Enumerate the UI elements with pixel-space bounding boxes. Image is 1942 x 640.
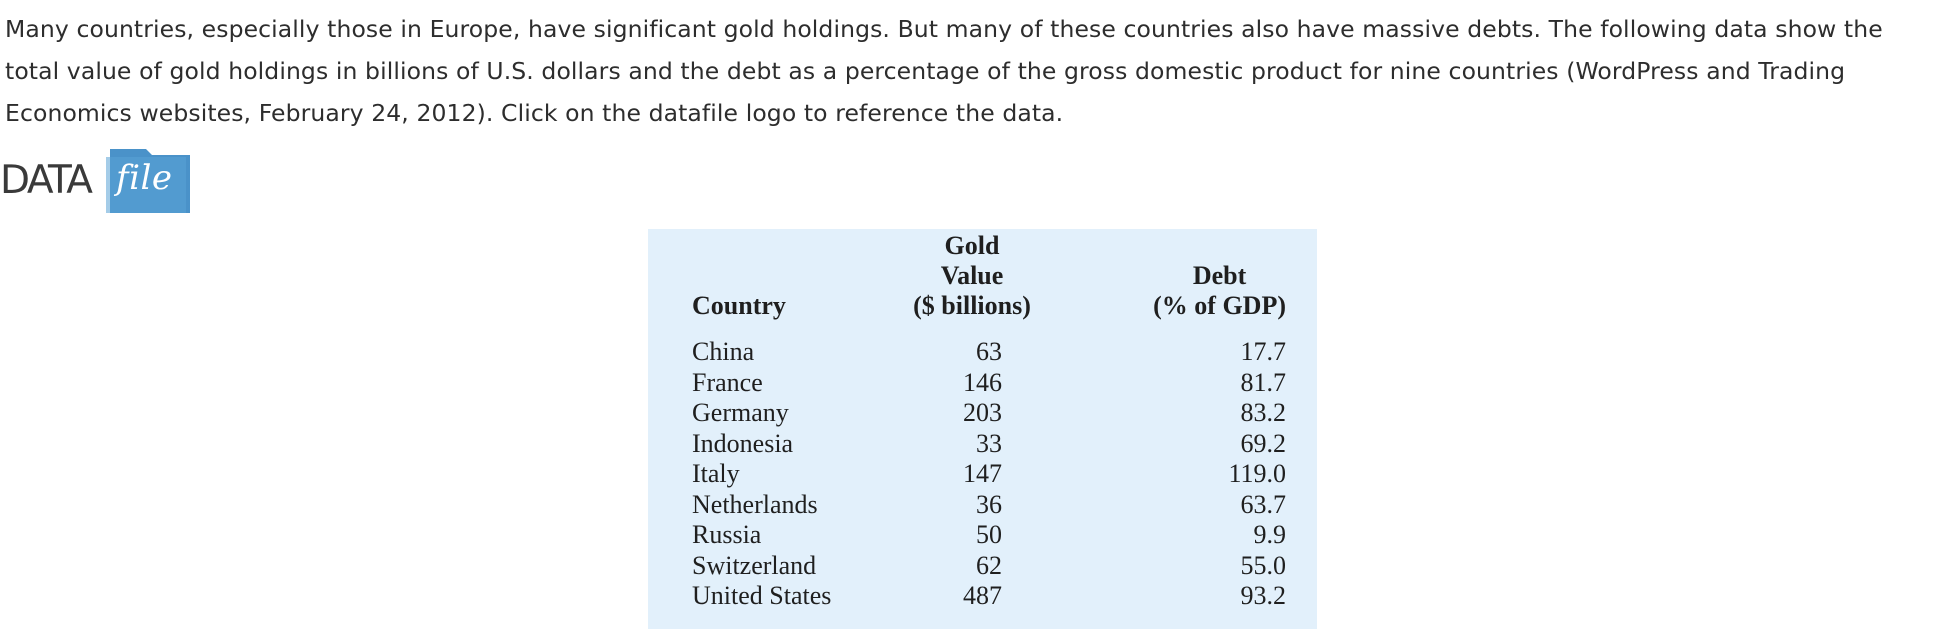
header-debt-line-2: (% of GDP) [1153,291,1286,320]
table-row [692,551,1286,582]
cell-gold-value: 146 [963,367,1002,397]
header-gold-line-3: ($ billions) [913,291,1031,320]
cell-country: China [692,337,755,366]
problem-intro-text: Many countries, especially those in Europe, have significant gold holdings. But many of these countries also have massive debts. The following data show the total value of gold holdings in billions of U.S. dollars and the debt as a percentage of the gross domestic product for nine countries (WordPress and Trading Economics websites, February 24, 2012). Click on the datafile logo to reference the data. [5,15,1883,127]
cell-gold-value: 147 [963,459,1002,488]
cell-country: Netherlands [692,489,818,519]
header-country: Country [692,291,786,320]
data-table-panel [648,229,1317,629]
cell-debt: 55.0 [1240,550,1286,580]
header-gold-value [902,231,1042,337]
cell-debt: 83.2 [1240,398,1286,427]
cell-debt: 81.7 [1240,367,1286,397]
cell-country: Switzerland [692,550,817,580]
cell-country: United States [692,581,832,610]
cell-gold-value: 33 [976,428,1002,458]
cell-gold-value: 36 [976,489,1002,519]
cell-debt: 9.9 [1253,520,1286,549]
cell-gold-value: 203 [963,398,1002,427]
table-row [692,368,1286,399]
cell-debt: 93.2 [1240,581,1286,610]
cell-debt: 63.7 [1240,489,1286,519]
header-gold-line-1: Gold [944,231,1000,260]
table-row [692,490,1286,521]
datafile-logo-data-text: DATA [0,158,91,203]
cell-gold-value: 62 [976,550,1002,580]
cell-debt: 119.0 [1228,459,1286,488]
header-debt-line-1: Debt [1192,261,1247,290]
cell-country: France [692,367,763,397]
datafile-logo-file-text: file [116,158,173,198]
header-debt [1042,231,1286,337]
table-row [692,520,1286,551]
table-row [692,398,1286,429]
table-row [692,459,1286,490]
table-header-row [692,231,1286,337]
cell-gold-value: 50 [976,520,1002,549]
header-gold-line-2: Value [940,261,1004,290]
cell-country: Italy [692,459,740,488]
gold-debt-table [692,231,1286,612]
cell-country: Indonesia [692,428,794,458]
cell-country: Russia [692,520,762,549]
cell-debt: 69.2 [1240,428,1286,458]
cell-gold-value: 487 [963,581,1002,610]
cell-country: Germany [692,398,789,427]
datafile-logo[interactable] [0,145,200,215]
table-row [692,429,1286,460]
table-row [692,337,1286,368]
table-row [692,581,1286,612]
cell-debt: 17.7 [1240,337,1286,366]
cell-gold-value: 63 [976,337,1002,366]
